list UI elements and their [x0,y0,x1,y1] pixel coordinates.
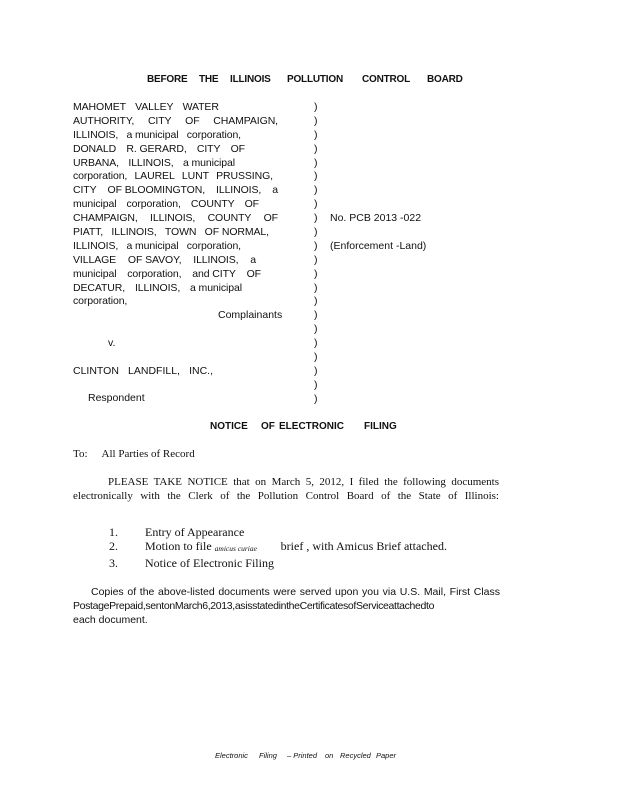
heading-word: ILLINOIS [230,74,271,85]
paren: ) [314,101,318,113]
paragraph-line: electronically with the Clerk of the Pollution Control Board of the State of Illinois: [73,490,499,502]
notice-title-word: NOTICE [210,421,248,432]
case-number: No. PCB 2013 -022 [330,212,422,224]
paren: ) [314,337,318,350]
paragraph-line: PostagePrepaid,sentonMarch6,2013,asisstatedintheCertificatesofServiceattachedto [73,599,435,612]
caption-line: DECATUR, ILLINOIS, a municipal [73,281,242,294]
paren: ) [314,378,318,391]
heading-word: POLLUTION [287,74,343,85]
paren: ) [314,156,318,169]
paren: ) [314,114,318,127]
footer-word: Filing [259,751,277,760]
caption-line: AUTHORITY, CITY OF CHAMPAIGN, [73,114,278,127]
heading-word: BOARD [427,74,463,85]
paragraph-line: each document. [73,613,148,626]
list-item: 3. Notice of Electronic Filing [109,556,274,571]
heading-word: BEFORE [147,74,188,85]
paren: ) [314,128,318,141]
caption-line: MAHOMET VALLEY WATER [73,101,219,113]
notice-title-word: OF [261,421,275,432]
caption-line: ILLINOIS, a municipal corporation, [73,239,241,252]
caption-line: municipal corporation, COUNTY OF [73,198,259,211]
heading-word: THE [199,74,219,85]
caption-line: municipal corporation, and CITY OF [73,267,261,280]
paren: ) [314,323,318,336]
paragraph-line: Copies of the above-listed documents were served upon you via U.S. Mail, First Class [91,586,500,598]
caption-paren-column [314,101,318,407]
paren: ) [314,184,318,197]
service-paragraph [73,586,500,627]
paren: ) [314,351,318,364]
footer-word: Recycled [340,751,371,760]
caption-line: URBANA, ILLINOIS, a municipal [73,156,235,169]
respondent-name: CLINTON LANDFILL, INC., [73,365,213,377]
paren: ) [314,212,318,225]
caption-line: corporation, [73,295,128,308]
paren: ) [314,253,318,266]
caption-line: VILLAGE OF SAVOY, ILLINOIS, a [73,253,256,266]
list-item: 1. Entry of Appearance [109,525,245,539]
footer-word: – Printed [287,751,318,760]
caption-line: corporation, LAUREL LUNT PRUSSING, [73,170,273,183]
caption-line: DONALD R. GERARD, CITY OF [73,142,245,155]
notice-paragraph [73,475,499,503]
paragraph-line: PLEASE TAKE NOTICE that on March 5, 2012, I filed the following documents [108,476,499,488]
caption-line: CHAMPAIGN, ILLINOIS, COUNTY OF [73,212,278,225]
paren: ) [314,281,318,294]
paren: ) [314,142,318,155]
caption-line: PIATT, ILLINOIS, TOWN OF NORMAL, [73,226,269,239]
notice-title-word: FILING [364,421,397,432]
paren: ) [314,198,318,211]
list-item: 2. Motion to file amicus curiae brief , with Amicus Brief attached. [109,539,447,554]
footer-word: on [325,751,334,760]
paren: ) [314,364,318,377]
notice-title-word: ELECTRONIC [279,421,344,432]
paren: ) [314,392,318,405]
footer-word: Paper [376,751,397,760]
paren: ) [314,295,318,308]
paren: ) [314,170,318,183]
to-line [73,448,195,460]
paren: ) [314,226,318,239]
documents-list [109,525,447,571]
footer-word: Electronic [215,751,248,760]
heading-word: CONTROL [362,74,411,85]
caption-parties [73,101,278,309]
paren: ) [314,267,318,280]
to-label: To: [73,448,88,460]
caption-line: CITY OF BLOOMINGTON, ILLINOIS, a [73,184,278,197]
paren: ) [314,239,318,252]
caption-line: ILLINOIS, a municipal corporation, [73,128,241,141]
paren: ) [314,309,318,322]
to-recipients: All Parties of Record [101,448,195,460]
versus-label: v. [108,337,116,349]
case-type: (Enforcement -Land) [330,240,427,252]
respondent-label: Respondent [88,392,145,404]
complainants-label: Complainants [218,309,283,321]
